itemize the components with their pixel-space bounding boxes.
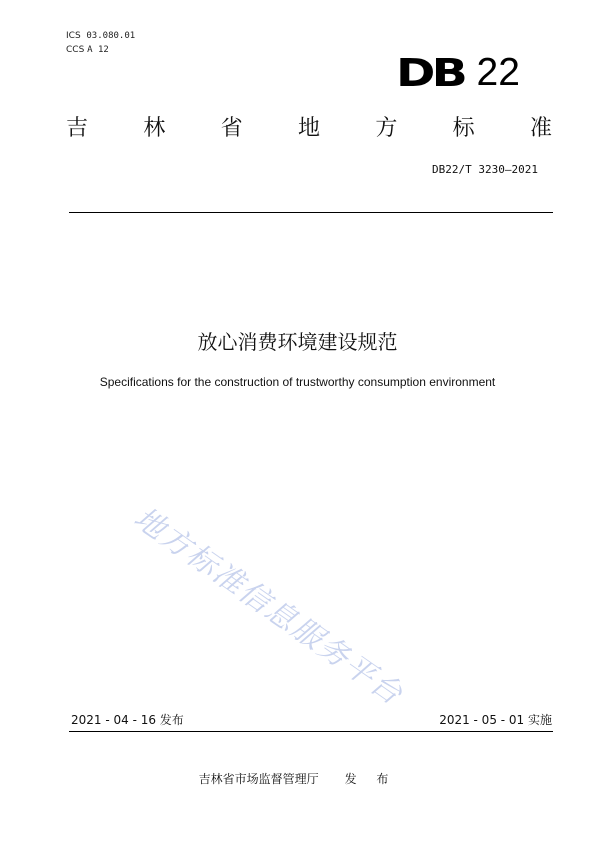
document-title-en: Specifications for the construction of trustworthy consumption environment [99, 375, 496, 389]
watermark: 地方标准信息服务平台 [127, 500, 410, 713]
ics-label: ICS [66, 31, 81, 41]
standard-level-char: 准 [529, 116, 552, 141]
top-divider [69, 212, 553, 213]
issue-date: 2021 - 04 - 16 发布 [71, 713, 184, 727]
ccs-label: CCS [66, 45, 85, 55]
ccs-line [66, 43, 135, 57]
document-title-zh: 放心消费环境建设规范 [197, 330, 398, 354]
standard-level-char: 吉 [66, 116, 89, 141]
ics-value: 03.080.01 [86, 31, 136, 41]
standard-number: DB22/T 3230—2021 [432, 163, 538, 176]
publisher-line [0, 770, 595, 787]
standard-level-char: 标 [452, 116, 475, 141]
standard-level-title [66, 114, 552, 144]
classification-codes [66, 29, 135, 57]
standard-level-char: 方 [375, 116, 398, 141]
ccs-value: A 12 [87, 45, 109, 55]
db-logo-prefix: DB [396, 51, 465, 95]
bottom-divider [69, 731, 553, 732]
db-logo [396, 51, 520, 95]
db-logo-number: 22 [476, 51, 520, 94]
standard-level-char: 省 [220, 116, 243, 141]
standard-level-char: 地 [297, 116, 320, 141]
ics-line [66, 29, 135, 43]
implementation-date: 2021 - 05 - 01 实施 [439, 713, 552, 727]
standard-level-char: 林 [143, 116, 166, 141]
publish-action: 发 布 [344, 772, 397, 786]
publisher-name: 吉林省市场监督管理厅 [198, 772, 319, 786]
